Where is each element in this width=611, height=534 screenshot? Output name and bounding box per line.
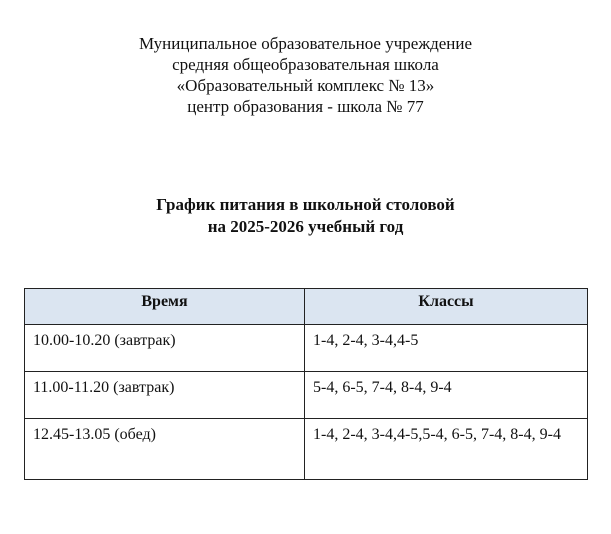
document-title [0, 194, 611, 238]
column-header-time: Время [25, 289, 305, 325]
meal-schedule-table [24, 288, 588, 480]
school-header [0, 33, 611, 117]
time-cell: 11.00-11.20 (завтрак) [25, 372, 305, 419]
title-line-2: на 2025-2026 учебный год [207, 217, 404, 236]
column-header-classes: Классы [305, 289, 588, 325]
time-cell: 12.45-13.05 (обед) [25, 419, 305, 480]
classes-cell: 1-4, 2-4, 3-4,4-5 [305, 325, 588, 372]
title-line-1: График питания в школьной столовой [156, 195, 455, 214]
table-row [25, 372, 588, 419]
header-line-3: «Образовательный комплекс № 13» [176, 76, 435, 95]
time-cell: 10.00-10.20 (завтрак) [25, 325, 305, 372]
classes-cell: 5-4, 6-5, 7-4, 8-4, 9-4 [305, 372, 588, 419]
classes-cell: 1-4, 2-4, 3-4,4-5,5-4, 6-5, 7-4, 8-4, 9-4 [305, 419, 588, 480]
header-line-1: Муниципальное образовательное учреждение [138, 34, 473, 53]
table-header-row [25, 289, 588, 325]
table-row [25, 325, 588, 372]
table-row [25, 419, 588, 480]
header-line-4: центр образования - школа № 77 [187, 97, 424, 116]
header-line-2: средняя общеобразовательная школа [172, 55, 439, 74]
